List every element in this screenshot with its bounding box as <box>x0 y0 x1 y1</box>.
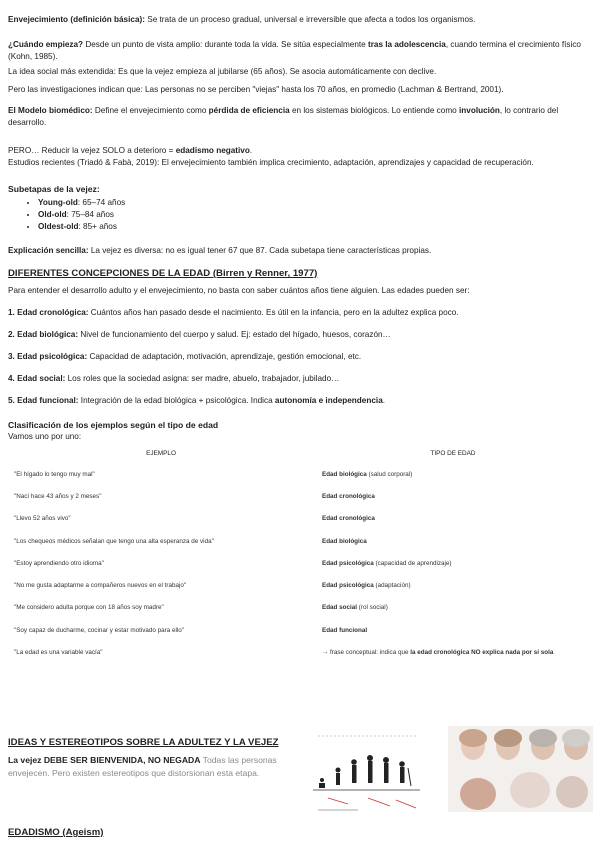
ejemplo-cell: "Nací hace 43 años y 2 meses" <box>14 492 102 500</box>
edad-biologica-item: 2. Edad biológica: Nivel de funcionamiento del cuerpo y salud. Ej: estado del hígado, huesos, corazón… <box>8 330 391 339</box>
table-row <box>8 508 592 530</box>
ejemplos-table <box>8 448 592 664</box>
list-item: • Oldest-old: 85+ años <box>38 221 592 233</box>
ejemplo-cell: "Me considero adulta porque con 18 años soy madre" <box>14 604 164 612</box>
tipo-cell: Edad funcional <box>322 626 368 634</box>
clasificacion-subtitle: Vamos uno por uno: <box>8 432 82 441</box>
list-item: • Old-old: 75–84 años <box>38 209 592 221</box>
table-row <box>8 552 592 574</box>
ideas-heading: IDEAS Y ESTEREOTIPOS SOBRE LA ADULTEZ Y LA VEJEZ <box>8 737 279 748</box>
tipo-cell: Edad cronológica <box>322 492 375 500</box>
tipo-cell: Edad biológica <box>322 537 367 545</box>
ideas-section <box>8 736 592 836</box>
ejemplo-cell: "La edad es una variable vacía" <box>14 649 103 657</box>
explicacion-paragraph: Explicación sencilla: La vejez es diversa: no es igual tener 67 que 87. Cada subetapa tiene características propias. <box>8 246 432 255</box>
cuando-empieza-paragraph: ¿Cuándo empieza? Desde un punto de vista amplio: durante toda la vida. Se sitúa especialmente tras la adolescencia, cuando termina el crecimiento físico (Kohn, 1985). <box>8 40 581 61</box>
table-row <box>8 641 592 663</box>
edad-cronologica-item: 1. Edad cronológica: Cuántos años han pasado desde el nacimiento. Es útil en la infancia, pero en la adultez explica poco. <box>8 308 459 317</box>
investigaciones-paragraph: Pero las investigaciones indican que: Las personas no se perciben "viejas" hasta los 70 años, en promedio (Lachman & Bertrand, 2001). <box>8 85 504 94</box>
ejemplo-cell: "Los chequeos médicos señalan que tengo una alta esperanza de vida" <box>14 537 214 545</box>
clasificacion-title: Clasificación de los ejemplos según el tipo de edad <box>8 420 219 430</box>
document-page <box>8 14 592 664</box>
tipo-cell: Edad social (rol social) <box>322 604 388 612</box>
tipo-cell: Edad psicológica (capacidad de aprendizaje) <box>322 559 452 567</box>
table-row <box>8 463 592 485</box>
tipo-cell: Edad psicológica (adaptación) <box>322 582 411 590</box>
ejemplo-cell: "Llevo 52 años vivo" <box>14 515 71 523</box>
ejemplo-cell: "Estoy aprendiendo otro idioma" <box>14 559 104 567</box>
aging-faces-photos <box>448 726 593 812</box>
edad-social-item: 4. Edad social: Los roles que la sociedad asigna: ser madre, abuelo, trabajador, jubilado… <box>8 374 340 383</box>
estudios-paragraph: Estudios recientes (Triadó & Fabà, 2019): El envejecimiento también implica crecimiento, adaptación, aprendizajes y capacidad de recuperación. <box>8 158 534 167</box>
aging-stages-illustration <box>308 728 428 814</box>
concepciones-intro: Para entender el desarrollo adulto y el envejecimiento, no basta con saber cuántos años tiene alguien. Las edades pueden ser: <box>8 286 470 295</box>
ideas-paragraph: La vejez DEBE SER BIENVENIDA, NO NEGADA Todas las personas envejecen. Pero existen estereotipos que distorsionan esta etapa. <box>8 755 277 778</box>
concepciones-heading: DIFERENTES CONCEPCIONES DE LA EDAD (Birren y Renner, 1977) <box>8 268 318 279</box>
tipo-cell: Edad cronológica <box>322 515 375 523</box>
table-row <box>8 574 592 596</box>
edadismo-heading: EDADISMO (Ageism) <box>8 827 104 838</box>
list-item: • Young-old: 65–74 años <box>38 197 592 209</box>
column-header-ejemplo: EJEMPLO <box>146 450 176 457</box>
tipo-cell: → frase conceptual: indica que la edad cronológica NO explica nada por sí sola <box>322 649 554 657</box>
edad-psicologica-item: 3. Edad psicológica: Capacidad de adaptación, motivación, aprendizaje, gestión emocional, etc. <box>8 352 362 361</box>
subetapas-list <box>8 197 592 233</box>
ejemplo-cell: "No me gusta adaptarme a compañeros nuevos en el trabajo" <box>14 582 187 590</box>
column-header-tipo: TIPO DE EDAD <box>430 450 476 457</box>
envejecimiento-paragraph: Envejecimiento (definición básica): Se trata de un proceso gradual, universal e irreversible que afecta a todos los organismos. <box>8 15 476 24</box>
table-row <box>8 530 592 552</box>
table-row <box>8 619 592 641</box>
table-row <box>8 485 592 507</box>
edad-funcional-item: 5. Edad funcional: Integración de la edad biológica + psicológica. Indica autonomía e independencia. <box>8 396 386 405</box>
ejemplo-cell: "El hígado lo tengo muy mal" <box>14 470 95 478</box>
idea-social-paragraph: La idea social más extendida: Es que la vejez empieza al jubilarse (65 años). Se asocia automáticamente con declive. <box>8 67 437 76</box>
pero-paragraph: PERO… Reducir la vejez SOLO a deterioro = edadismo negativo. <box>8 146 253 155</box>
subetapas-title: Subetapas de la vejez: <box>8 184 100 194</box>
ejemplo-cell: "Soy capaz de ducharme, cocinar y estar motivado para ello" <box>14 626 185 634</box>
modelo-biomedico-paragraph: El Modelo biomédico: Define el envejecimiento como pérdida de eficiencia en los sistemas biológicos. Lo entiende como involución, lo contrario del desarrollo. <box>8 106 559 127</box>
ideas-text-block <box>8 736 298 780</box>
table-row <box>8 597 592 619</box>
tipo-cell: Edad biológica (salud corporal) <box>322 470 413 478</box>
